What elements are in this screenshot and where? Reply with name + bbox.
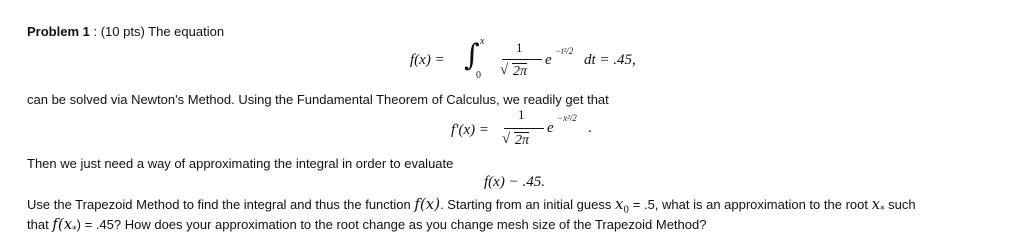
text-line-3 — [27, 195, 916, 216]
text4-sub: * — [72, 225, 77, 236]
eq1-sqrt-sign: √ — [500, 62, 509, 78]
text3-x0-sub: 0 — [623, 205, 630, 216]
text3-fx: f(x) — [414, 195, 441, 213]
problem-points: : (10 pts) The equation — [93, 24, 225, 39]
text3-xs: x — [871, 195, 881, 213]
text-line-2: Then we just need a way of approximating the integral in order to evaluate — [27, 156, 454, 171]
text4-fx: f(x — [52, 215, 73, 233]
text3-b: . Starting from an initial guess — [440, 197, 615, 212]
eq1-rhs: dt = .45, — [584, 52, 636, 68]
eq2-sqrt-sign: √ — [502, 131, 511, 147]
eq1-exp-base: e — [545, 52, 552, 68]
eq2-lhs: f′(x) = — [451, 122, 489, 138]
text3-x0: x — [614, 195, 624, 213]
integral-upper: x — [480, 36, 485, 47]
text-line-4 — [27, 215, 706, 236]
text4-a: that — [27, 217, 53, 232]
eq2-end: . — [588, 120, 592, 136]
eq1-exponent: −t²/2 — [555, 46, 574, 56]
text-line-1: can be solved via Newton's Method. Using the Fundamental Theorem of Calculus, we readily get that — [27, 92, 609, 107]
text3-c: = .5, what is an approximation to the root — [629, 197, 872, 212]
eq2-fraction-bar — [504, 128, 544, 129]
eq1-numerator: 1 — [516, 40, 523, 55]
text3-a: Use the Trapezoid Method to find the integral and thus the function — [27, 197, 415, 212]
integral-sign: ∫ — [464, 38, 480, 73]
eq1-lhs: f(x) = — [410, 52, 445, 68]
equation-3: f(x) − .45. — [484, 174, 545, 190]
eq1-fraction-bar — [502, 59, 542, 60]
eq2-exp-base: e — [547, 120, 554, 136]
eq1-denominator: 2π — [513, 64, 528, 79]
problem-header — [27, 24, 224, 39]
text3-xs-sub: * — [880, 205, 885, 216]
eq2-exponent: −x²/2 — [557, 113, 577, 123]
problem-label: Problem 1 — [27, 24, 90, 39]
text4-b: ) = .45? How does your approximation to the root change as you change mesh size of the Trapezoid Method? — [76, 217, 707, 232]
text3-d: such — [884, 197, 916, 212]
eq2-numerator: 1 — [518, 107, 525, 122]
integral-lower: 0 — [476, 70, 481, 81]
eq2-denominator: 2π — [515, 133, 530, 148]
